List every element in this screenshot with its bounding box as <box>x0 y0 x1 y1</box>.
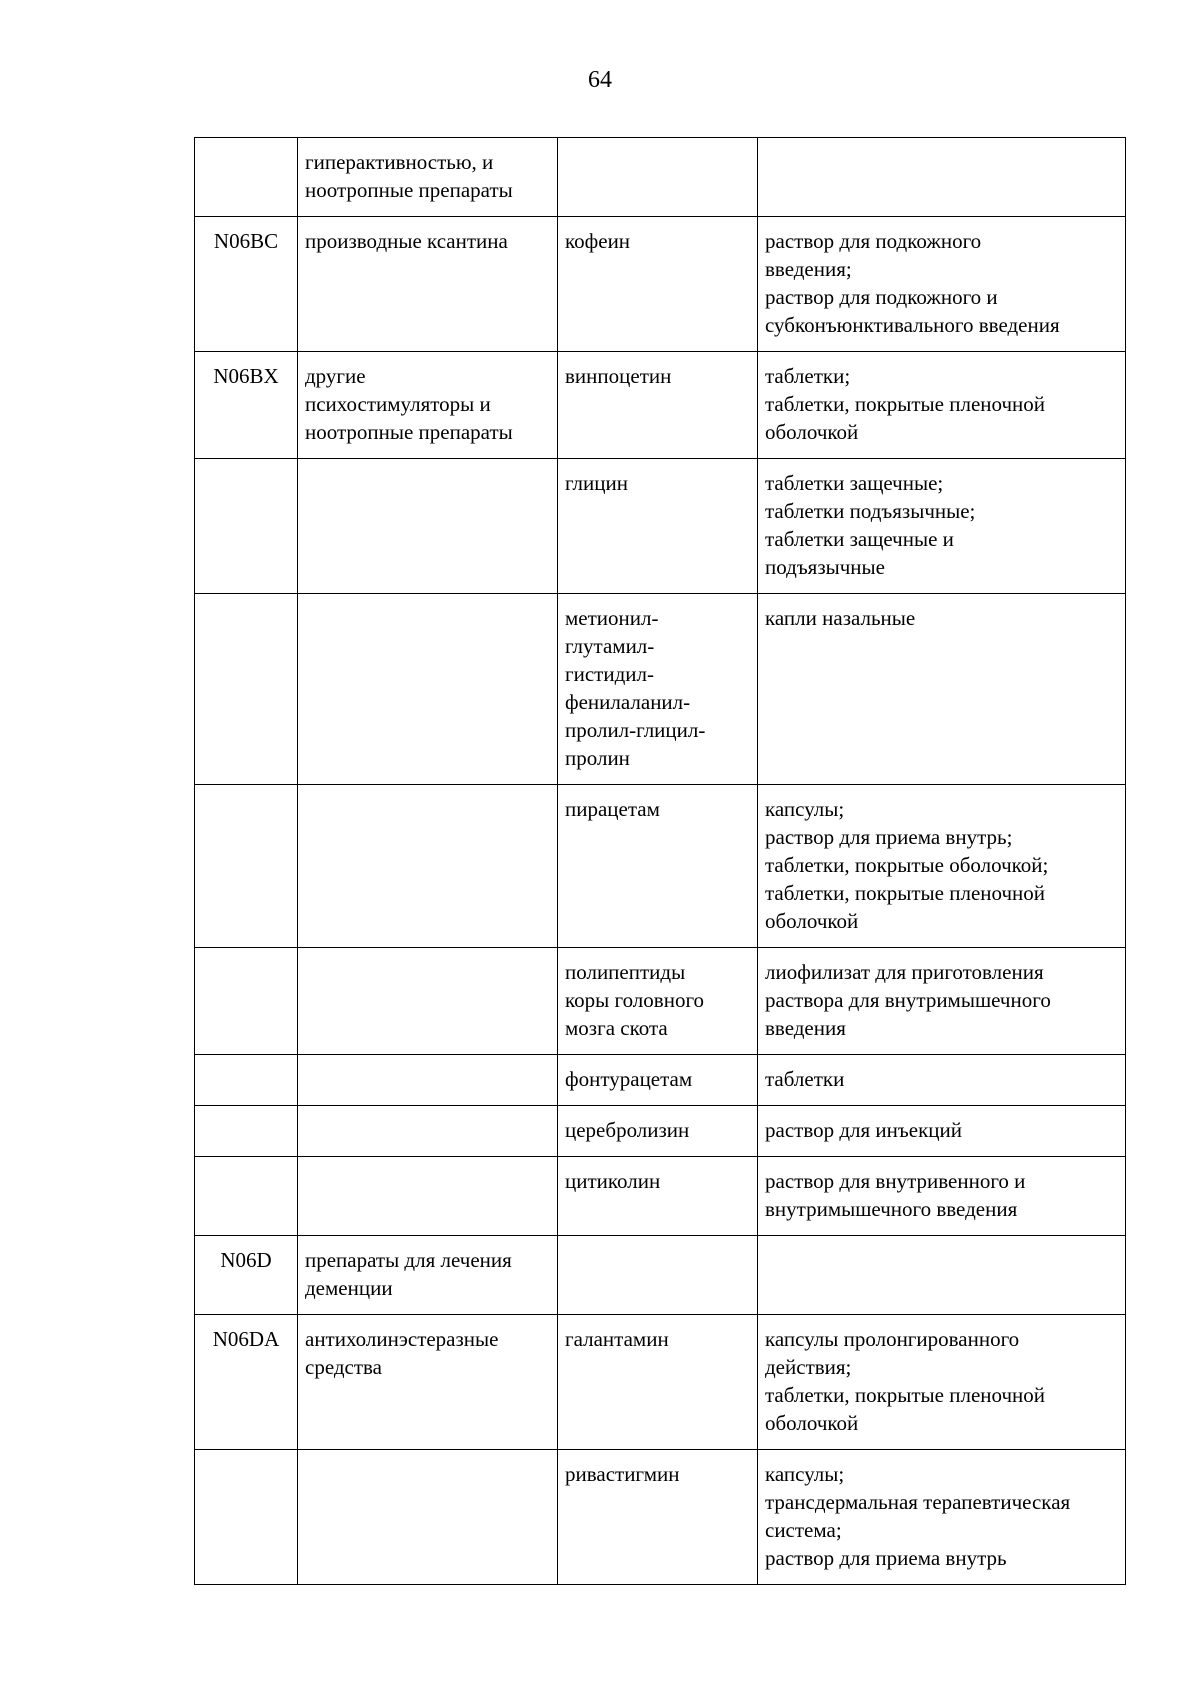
cell-text-line: N06D <box>220 1248 272 1272</box>
drug-name-cell <box>558 1157 758 1236</box>
atc-code-cell <box>195 1106 298 1157</box>
drug-name-cell <box>558 459 758 594</box>
cell-text-line: глицин <box>565 471 628 495</box>
cell-text-line: средства <box>305 1355 383 1379</box>
cell-text-line: пирацетам <box>565 797 660 821</box>
table-body <box>195 138 1126 1585</box>
cell-text-line: фонтурацетам <box>565 1067 693 1091</box>
dosage-form-cell <box>758 459 1126 594</box>
anatomical-group-cell <box>298 1236 558 1315</box>
cell-text-line: раствор для подкожного и <box>765 285 998 309</box>
cell-text-line: трансдермальная терапевтическая <box>765 1490 1071 1514</box>
cell-text-line: капсулы; <box>765 797 845 821</box>
cell-text-line: N06BC <box>213 229 279 253</box>
cell-text-line: таблетки; <box>765 364 851 388</box>
cell-text-line: ривастигмин <box>565 1462 680 1486</box>
drug-name-cell <box>558 594 758 785</box>
cell-text-line: полипептиды <box>565 960 686 984</box>
atc-code-cell <box>195 217 298 352</box>
cell-text-line: таблетки подъязычные; <box>765 499 976 523</box>
cell-text-line: оболочкой <box>765 1411 859 1435</box>
cell-text-line: N06BX <box>213 364 279 388</box>
atc-code-cell <box>195 459 298 594</box>
cell-text-line: деменции <box>305 1276 393 1300</box>
atc-code-cell <box>195 1236 298 1315</box>
atc-code-cell <box>195 1055 298 1106</box>
table-row <box>195 1315 1126 1450</box>
table-row <box>195 1106 1126 1157</box>
dosage-form-cell <box>758 1106 1126 1157</box>
drug-name-cell <box>558 1055 758 1106</box>
drug-name-cell <box>558 217 758 352</box>
anatomical-group-cell <box>298 138 558 217</box>
cell-text-line: раствор для приема внутрь <box>765 1546 1007 1570</box>
cell-text-line: таблетки, покрытые пленочной <box>765 1383 1046 1407</box>
atc-code-cell <box>195 594 298 785</box>
drug-name-cell <box>558 1236 758 1315</box>
cell-text-line: раствор для инъекций <box>765 1118 962 1142</box>
anatomical-group-cell <box>298 459 558 594</box>
cell-text-line: раствор для внутривенного и <box>765 1169 1026 1193</box>
dosage-form-cell <box>758 1315 1126 1450</box>
anatomical-group-cell <box>298 1157 558 1236</box>
table-row <box>195 459 1126 594</box>
drug-name-cell <box>558 138 758 217</box>
dosage-form-cell <box>758 217 1126 352</box>
cell-text-line: внутримышечного введения <box>765 1197 1018 1221</box>
atc-code-cell <box>195 138 298 217</box>
cell-text-line: лиофилизат для приготовления <box>765 960 1044 984</box>
cell-text-line: галантамин <box>565 1327 669 1351</box>
table-row <box>195 1157 1126 1236</box>
cell-text-line: таблетки <box>765 1067 845 1091</box>
table-row <box>195 1055 1126 1106</box>
cell-text-line: препараты для лечения <box>305 1248 512 1272</box>
table-row <box>195 217 1126 352</box>
cell-text-line: таблетки, покрытые пленочной <box>765 392 1046 416</box>
cell-text-line: психостимуляторы и <box>305 392 491 416</box>
dosage-form-cell <box>758 1450 1126 1585</box>
cell-text-line: таблетки, покрытые оболочкой; <box>765 853 1049 877</box>
cell-text-line: пролил-глицил- <box>565 718 706 742</box>
cell-text-line: капсулы пролонгированного <box>765 1327 1020 1351</box>
anatomical-group-cell <box>298 1055 558 1106</box>
table-row <box>195 948 1126 1055</box>
dosage-form-cell <box>758 594 1126 785</box>
cell-text-line: подъязычные <box>765 555 885 579</box>
cell-text-line: введения; <box>765 257 852 281</box>
atc-code-cell <box>195 1450 298 1585</box>
atc-code-cell <box>195 352 298 459</box>
dosage-form-cell <box>758 948 1126 1055</box>
table-row <box>195 1236 1126 1315</box>
cell-text-line: пролин <box>565 746 630 770</box>
cell-text-line: таблетки, покрытые пленочной <box>765 881 1046 905</box>
cell-text-line: производные ксантина <box>305 229 508 253</box>
cell-text-line: ноотропные препараты <box>305 420 513 444</box>
cell-text-line: церебролизин <box>565 1118 690 1142</box>
dosage-form-cell <box>758 1236 1126 1315</box>
drug-name-cell <box>558 948 758 1055</box>
anatomical-group-cell <box>298 594 558 785</box>
drug-name-cell <box>558 352 758 459</box>
dosage-form-cell <box>758 352 1126 459</box>
cell-text-line: коры головного <box>565 988 705 1012</box>
cell-text-line: введения <box>765 1016 846 1040</box>
cell-text-line: капли назальные <box>765 606 916 630</box>
dosage-form-cell <box>758 138 1126 217</box>
anatomical-group-cell <box>298 1106 558 1157</box>
cell-text-line: гистидил- <box>565 662 654 686</box>
cell-text-line: другие <box>305 364 366 388</box>
cell-text-line: цитиколин <box>565 1169 661 1193</box>
cell-text-line: гиперактивностью, и <box>305 150 494 174</box>
cell-text-line: таблетки защечные; <box>765 471 944 495</box>
drug-table <box>194 137 1126 1585</box>
cell-text-line: раствора для внутримышечного <box>765 988 1051 1012</box>
drug-name-cell <box>558 785 758 948</box>
atc-code-cell <box>195 785 298 948</box>
drug-name-cell <box>558 1315 758 1450</box>
drug-name-cell <box>558 1106 758 1157</box>
dosage-form-cell <box>758 1055 1126 1106</box>
cell-text-line: действия; <box>765 1355 852 1379</box>
atc-code-cell <box>195 948 298 1055</box>
anatomical-group-cell <box>298 1315 558 1450</box>
table-row <box>195 1450 1126 1585</box>
atc-code-cell <box>195 1315 298 1450</box>
table-row <box>195 352 1126 459</box>
cell-text-line: фенилаланил- <box>565 690 691 714</box>
cell-text-line: оболочкой <box>765 909 859 933</box>
cell-text-line: капсулы; <box>765 1462 845 1486</box>
anatomical-group-cell <box>298 352 558 459</box>
anatomical-group-cell <box>298 1450 558 1585</box>
table-row <box>195 138 1126 217</box>
anatomical-group-cell <box>298 217 558 352</box>
cell-text-line: раствор для приема внутрь; <box>765 825 1013 849</box>
cell-text-line: N06DA <box>212 1327 280 1351</box>
cell-text-line: кофеин <box>565 229 631 253</box>
table-row <box>195 594 1126 785</box>
dosage-form-cell <box>758 785 1126 948</box>
cell-text-line: глутамил- <box>565 634 655 658</box>
cell-text-line: оболочкой <box>765 420 859 444</box>
cell-text-line: мозга скота <box>565 1016 668 1040</box>
table-row <box>195 785 1126 948</box>
anatomical-group-cell <box>298 948 558 1055</box>
drug-name-cell <box>558 1450 758 1585</box>
cell-text-line: раствор для подкожного <box>765 229 982 253</box>
atc-code-cell <box>195 1157 298 1236</box>
cell-text-line: винпоцетин <box>565 364 672 388</box>
cell-text-line: антихолинэстеразные <box>305 1327 499 1351</box>
cell-text-line: субконъюнктивального введения <box>765 313 1060 337</box>
cell-text-line: таблетки защечные и <box>765 527 954 551</box>
anatomical-group-cell <box>298 785 558 948</box>
cell-text-line: метионил- <box>565 606 659 630</box>
cell-text-line: ноотропные препараты <box>305 178 513 202</box>
page-number: 64 <box>588 67 612 93</box>
dosage-form-cell <box>758 1157 1126 1236</box>
cell-text-line: система; <box>765 1518 842 1542</box>
